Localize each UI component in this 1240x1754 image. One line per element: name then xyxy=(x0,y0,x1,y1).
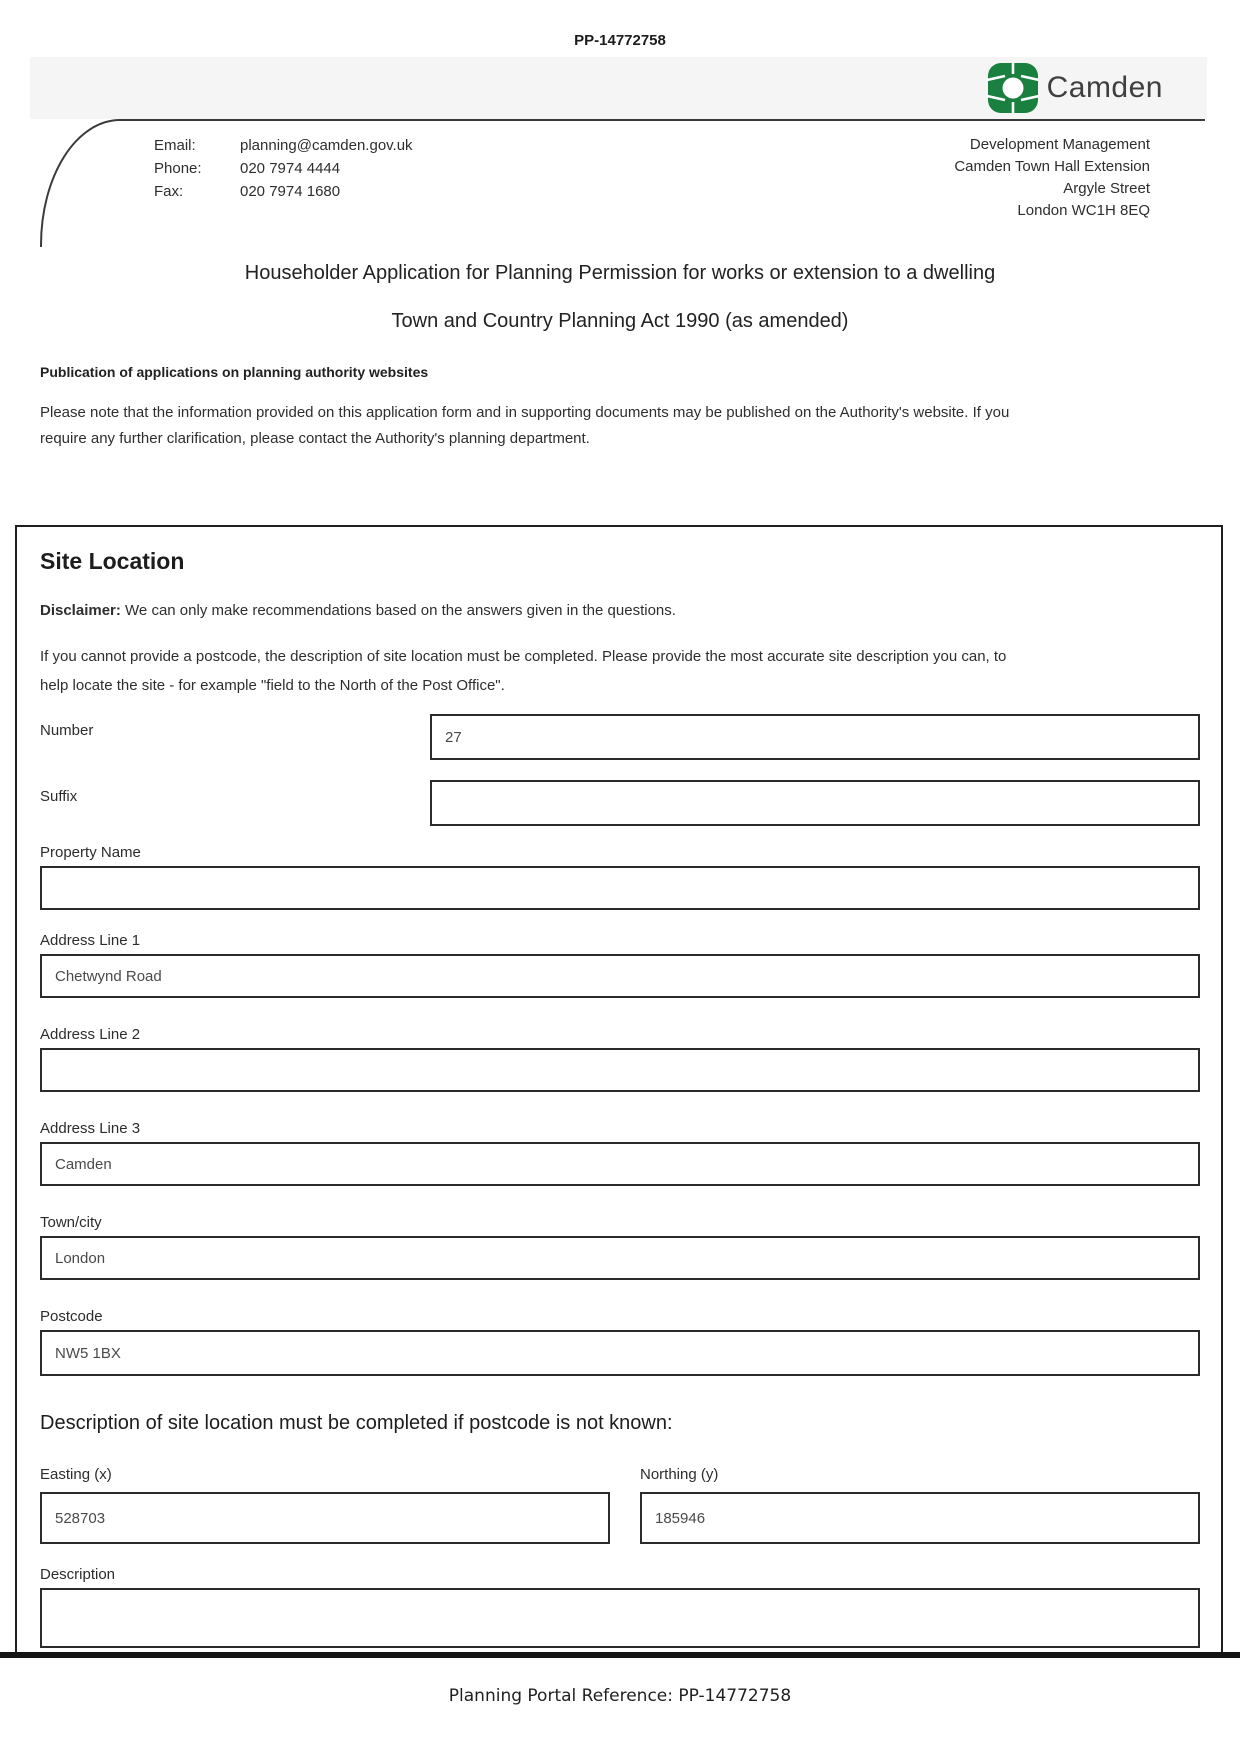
footer-reference: Planning Portal Reference: PP-14772758 xyxy=(448,1686,792,1706)
site-location-section xyxy=(15,525,1223,1654)
address-line-3-label: Address Line 3 xyxy=(40,1120,141,1137)
easting-label: Easting (x) xyxy=(40,1466,112,1483)
number-label: Number xyxy=(40,722,94,739)
contact-block xyxy=(154,134,413,203)
description-of-site-heading: Description of site location must be completed if postcode is not known: xyxy=(40,1412,673,1434)
camden-logo xyxy=(986,61,1163,115)
publication-heading: Publication of applications on planning authority websites xyxy=(40,364,429,380)
letterhead-box xyxy=(40,119,1205,247)
site-location-intro-line: help locate the site - for example "field to the North of the Post Office". xyxy=(40,677,505,694)
number-input[interactable] xyxy=(430,714,1200,760)
contact-phone-row xyxy=(154,157,413,180)
contact-fax-row xyxy=(154,180,413,203)
description-label: Description xyxy=(40,1566,116,1583)
address-line: Development Management xyxy=(969,136,1150,153)
disclaimer-text xyxy=(40,602,676,619)
address-line: London WC1H 8EQ xyxy=(1017,202,1150,219)
camden-logo-text: Camden xyxy=(1046,71,1163,104)
postcode-label: Postcode xyxy=(40,1308,103,1325)
email-label: Email: xyxy=(154,137,196,154)
postcode-input[interactable] xyxy=(40,1330,1200,1376)
page-break-line xyxy=(0,1652,1240,1658)
disclaimer-body: We can only make recommendations based on the answers given in the questions. xyxy=(125,602,676,619)
suffix-label: Suffix xyxy=(40,788,78,805)
site-location-intro-line: If you cannot provide a postcode, the description of site location must be completed. Please provide the most accurate site description you can, to xyxy=(40,648,1007,665)
property-name-input[interactable] xyxy=(40,866,1200,910)
site-location-intro xyxy=(40,642,1202,700)
publication-body-line: Please note that the information provided on this application form and in supporting documents may be published on the Authority's website. If you xyxy=(40,404,1010,421)
page-reference-number: PP-14772758 xyxy=(574,32,666,49)
camden-logo-icon xyxy=(986,61,1040,115)
address-line-3-input[interactable] xyxy=(40,1142,1200,1186)
town-city-label: Town/city xyxy=(40,1214,102,1231)
property-name-label: Property Name xyxy=(40,844,141,861)
northing-input[interactable] xyxy=(640,1492,1200,1544)
address-line-1-label: Address Line 1 xyxy=(40,932,141,949)
act-title: Town and Country Planning Act 1990 (as amended) xyxy=(391,310,849,332)
address-line: Camden Town Hall Extension xyxy=(954,158,1150,175)
address-line-2-input[interactable] xyxy=(40,1048,1200,1092)
logo-band xyxy=(30,57,1207,119)
site-location-heading: Site Location xyxy=(40,548,185,574)
publication-body-line: require any further clarification, please contact the Authority's planning department. xyxy=(40,430,590,447)
address-line-1-input[interactable] xyxy=(40,954,1200,998)
publication-body xyxy=(40,400,1205,452)
suffix-input[interactable] xyxy=(430,780,1200,826)
town-city-input[interactable] xyxy=(40,1236,1200,1280)
northing-label: Northing (y) xyxy=(640,1466,719,1483)
easting-input[interactable] xyxy=(40,1492,610,1544)
email-value: planning@camden.gov.uk xyxy=(240,137,413,154)
disclaimer-label: Disclaimer: xyxy=(40,602,121,619)
address-line: Argyle Street xyxy=(1063,180,1150,197)
phone-label: Phone: xyxy=(154,160,202,177)
fax-label: Fax: xyxy=(154,183,184,200)
phone-value: 020 7974 4444 xyxy=(240,160,341,177)
fax-value: 020 7974 1680 xyxy=(240,183,341,200)
contact-email-row xyxy=(154,134,413,157)
authority-address-block xyxy=(954,134,1150,222)
form-title: Householder Application for Planning Permission for works or extension to a dwelling xyxy=(244,262,996,284)
description-input[interactable] xyxy=(40,1588,1200,1648)
address-line-2-label: Address Line 2 xyxy=(40,1026,141,1043)
